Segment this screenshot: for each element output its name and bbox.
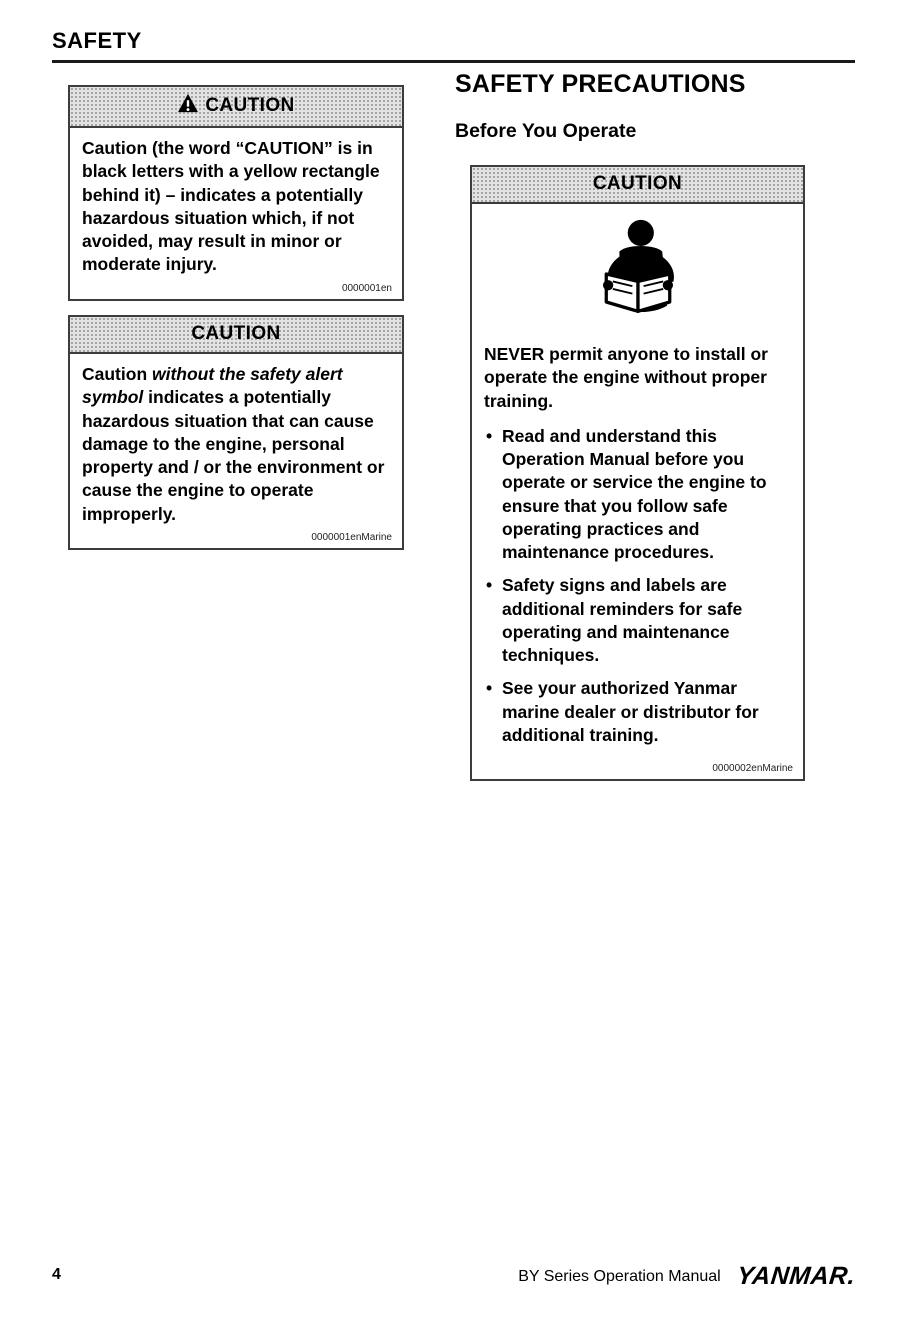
caution-box-3-bullets [472,425,803,759]
caution-box-no-alert-symbol [68,315,404,550]
caution-box-1-body: Caution (the word “CAUTION” is in black letters with a yellow rectangle behind it) – indicates a potentially hazardous situation which, if not avoided, may result in minor or moderate injury. [82,138,380,275]
caution-box-1-header [70,87,402,128]
caution-box-3-header [472,167,803,204]
caution-box-2-code: 0000001enMarine [311,531,392,543]
caution-box-1-code: 0000001en [341,282,392,294]
caution-box-2-body [70,354,402,528]
header-divider [52,60,855,63]
caution-box-3-header-label: CAUTION [592,173,683,194]
caution-box-2-body-prefix: Caution [82,364,152,384]
section-title: SAFETY PRECAUTIONS [455,70,746,98]
caution-box-3-code: 0000002enMarine [712,763,793,775]
bullet-authorized-dealer: • See your authorized Yanmar marine dealer or distributor for additional training. [484,677,791,747]
caution-box-2-body-rest: indicates a potentially hazardous situation that can cause damage to the engine, personal property and / or the environment or cause the engine to operate improperly. [82,387,385,524]
footer-right [518,1262,855,1291]
footer-manual-name: BY Series Operation Manual [518,1267,721,1285]
bullet-read-and-understand: • Read and understand this Operation Manual before you operate or service the engine to ensure that you follow safe operating practices and maintenance procedures. [484,425,791,565]
safety-alert-triangle-icon [177,93,199,119]
caution-box-2-header [70,317,402,354]
footer-page-number: 4 [52,1266,61,1283]
caution-box-before-operate [470,165,805,781]
caution-box-1-header-label: CAUTION [205,95,295,116]
yanmar-logo: YANMAR. [735,1262,857,1290]
caution-box-alert-symbol [68,85,404,301]
caution-box-2-body-italic: without the safety alert symbol [82,364,343,408]
caution-box-3-intro: NEVER permit anyone to install or operate the engine without proper training. [484,344,768,411]
bullet-safety-signs: • Safety signs and labels are additional reminders for safe operating and maintenance techniques. [484,574,791,667]
person-reading-manual-icon [472,204,803,341]
caution-box-2-header-label: CAUTION [191,323,281,344]
subsection-title: Before You Operate [455,120,637,142]
page-header-title: SAFETY [52,28,142,53]
